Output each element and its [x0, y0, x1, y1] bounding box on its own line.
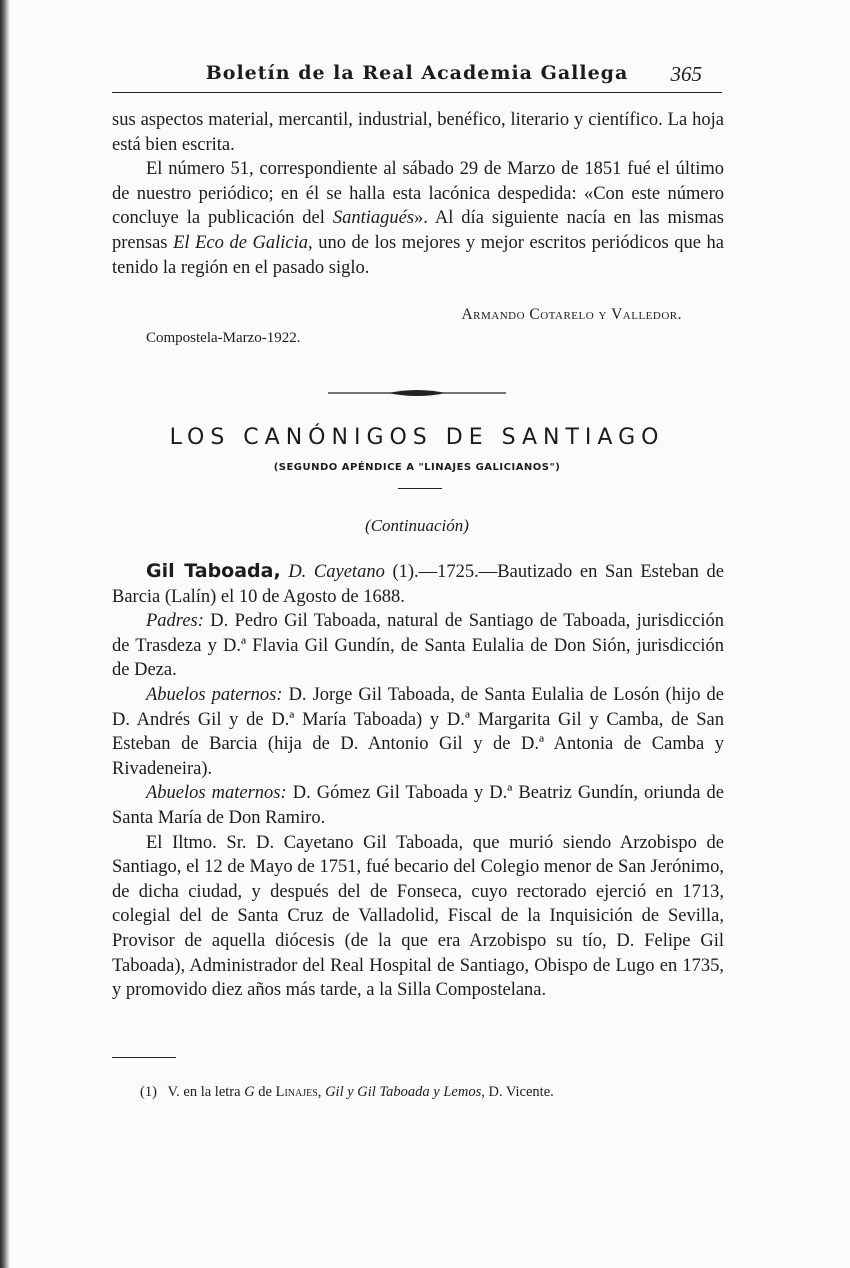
abuelos-maternos-label: Abuelos maternos:: [146, 783, 287, 804]
entry-biography: El Iltmo. Sr. D. Cayetano Gil Taboada, que murió siendo Arzobispo de Santiago, el 12 de Mayo de 1751, fué becario del Colegio menor de San Jerónimo, de dicha ciudad, y después del de Fonseca, cuyo rectorado ejerció en 1713, colegial del de Santa Cruz de Valladolid, Fiscal de la Inquisición de Sevilla, Provisor de aquella diócesis (de la que era Arzobispo su tío, D. Felipe Gil Taboada), Administrador del Real Hospital de Santiago, Obispo de Lugo en 1735, y promovido diez años más tarde, a la Silla Compostelana.: [112, 832, 724, 1001]
footnote-text-d: D. Vicente.: [484, 1084, 554, 1100]
footnote-letter: G: [244, 1084, 255, 1100]
dateline: Compostela-Marzo-1922.: [146, 330, 301, 346]
entry-heading: [112, 559, 724, 609]
p2-italic-eco: El Eco de Galicia,: [173, 232, 313, 253]
footnote-text-b: de: [254, 1084, 276, 1100]
p2-text-a: El número 51, correspondiente al sábado 29 de Marzo de 1851 fué el último de nuestro periódico; en él se halla esta lacónica despedida: «Con este número concluye la publicación del: [112, 159, 724, 229]
entry-abuelos-paternos: [112, 683, 724, 781]
entry-honorific: D. Cayetano: [288, 562, 385, 582]
intro-text: [112, 108, 724, 280]
footnote-linajes: Linajes,: [275, 1084, 322, 1100]
entry-baptism: (1).—1725.—Bautizado en San Esteban de Barcia (Lalín) el 10 de Agosto de 1688.: [112, 562, 725, 607]
running-head: [112, 58, 722, 90]
entry-abuelos-maternos: [112, 781, 724, 830]
author-signature: Armando Cotarelo y Valledor.: [461, 306, 682, 323]
p2-text-c: uno de los mejores y mejor escritos periódicos que ha tenido la región en el pasado siglo.: [112, 232, 725, 278]
footnote-rule: [112, 1057, 176, 1058]
padres-label: Padres:: [146, 611, 204, 632]
page-number: 365: [670, 62, 702, 86]
running-title: Boletín de la Real Academia Gallega: [205, 62, 629, 84]
entry-padres: [112, 609, 724, 683]
abuelos-paternos-label: Abuelos paternos:: [146, 684, 283, 705]
section-title: LOS CANÓNIGOS DE SANTIAGO: [169, 425, 665, 450]
p2-italic-santiagues: Santiagués: [332, 208, 415, 229]
page-spine-shadow: [0, 0, 10, 1268]
paragraph-aspects: sus aspectos material, mercantil, industrial, benéfico, literario y científico. La hoja está bien escrita.: [112, 110, 724, 155]
section-rule: [398, 488, 442, 489]
genealogy-entry: [112, 559, 724, 1003]
section-subtitle: (SEGUNDO APÉNDICE A "LINAJES GALICIANOS"): [273, 462, 561, 473]
padres-text: D. Pedro Gil Taboada, natural de Santiago de Taboada, jurisdicción de Trasdeza y D.ª Flavia Gil Gundín, de Santa Eulalia de Don Sión, jurisdicción de Deza.: [112, 611, 724, 681]
footnote-reference: Gil y Gil Taboada y Lemos,: [325, 1084, 485, 1100]
entry-name: Gil Taboada,: [146, 560, 281, 582]
p2-text-b: ». Al día siguiente nacía en las mismas prensas: [112, 208, 725, 253]
footnote: [140, 1084, 730, 1101]
abuelos-paternos-text: D. Jorge Gil Taboada, de Santa Eulalia de Losón (hijo de D. Andrés Gil y de D.ª María Taboada) y D.ª Margarita Gil y Camba, de San Esteban de Barcia (hija de D. Antonio Gil y de D.ª Antonia de Camba y Rivadeneira).: [112, 684, 724, 779]
header-rule: [112, 92, 722, 93]
abuelos-maternos-text: D. Gómez Gil Taboada y D.ª Beatriz Gundín, oriunda de Santa María de Don Ramiro.: [112, 783, 724, 828]
paragraph-last-issue: [112, 157, 724, 280]
continuation-label: (Continuación): [365, 516, 469, 535]
footnote-text-a: V. en la letra: [167, 1084, 245, 1100]
footnote-marker: (1): [140, 1084, 157, 1100]
ornament-divider-icon: [328, 381, 506, 405]
